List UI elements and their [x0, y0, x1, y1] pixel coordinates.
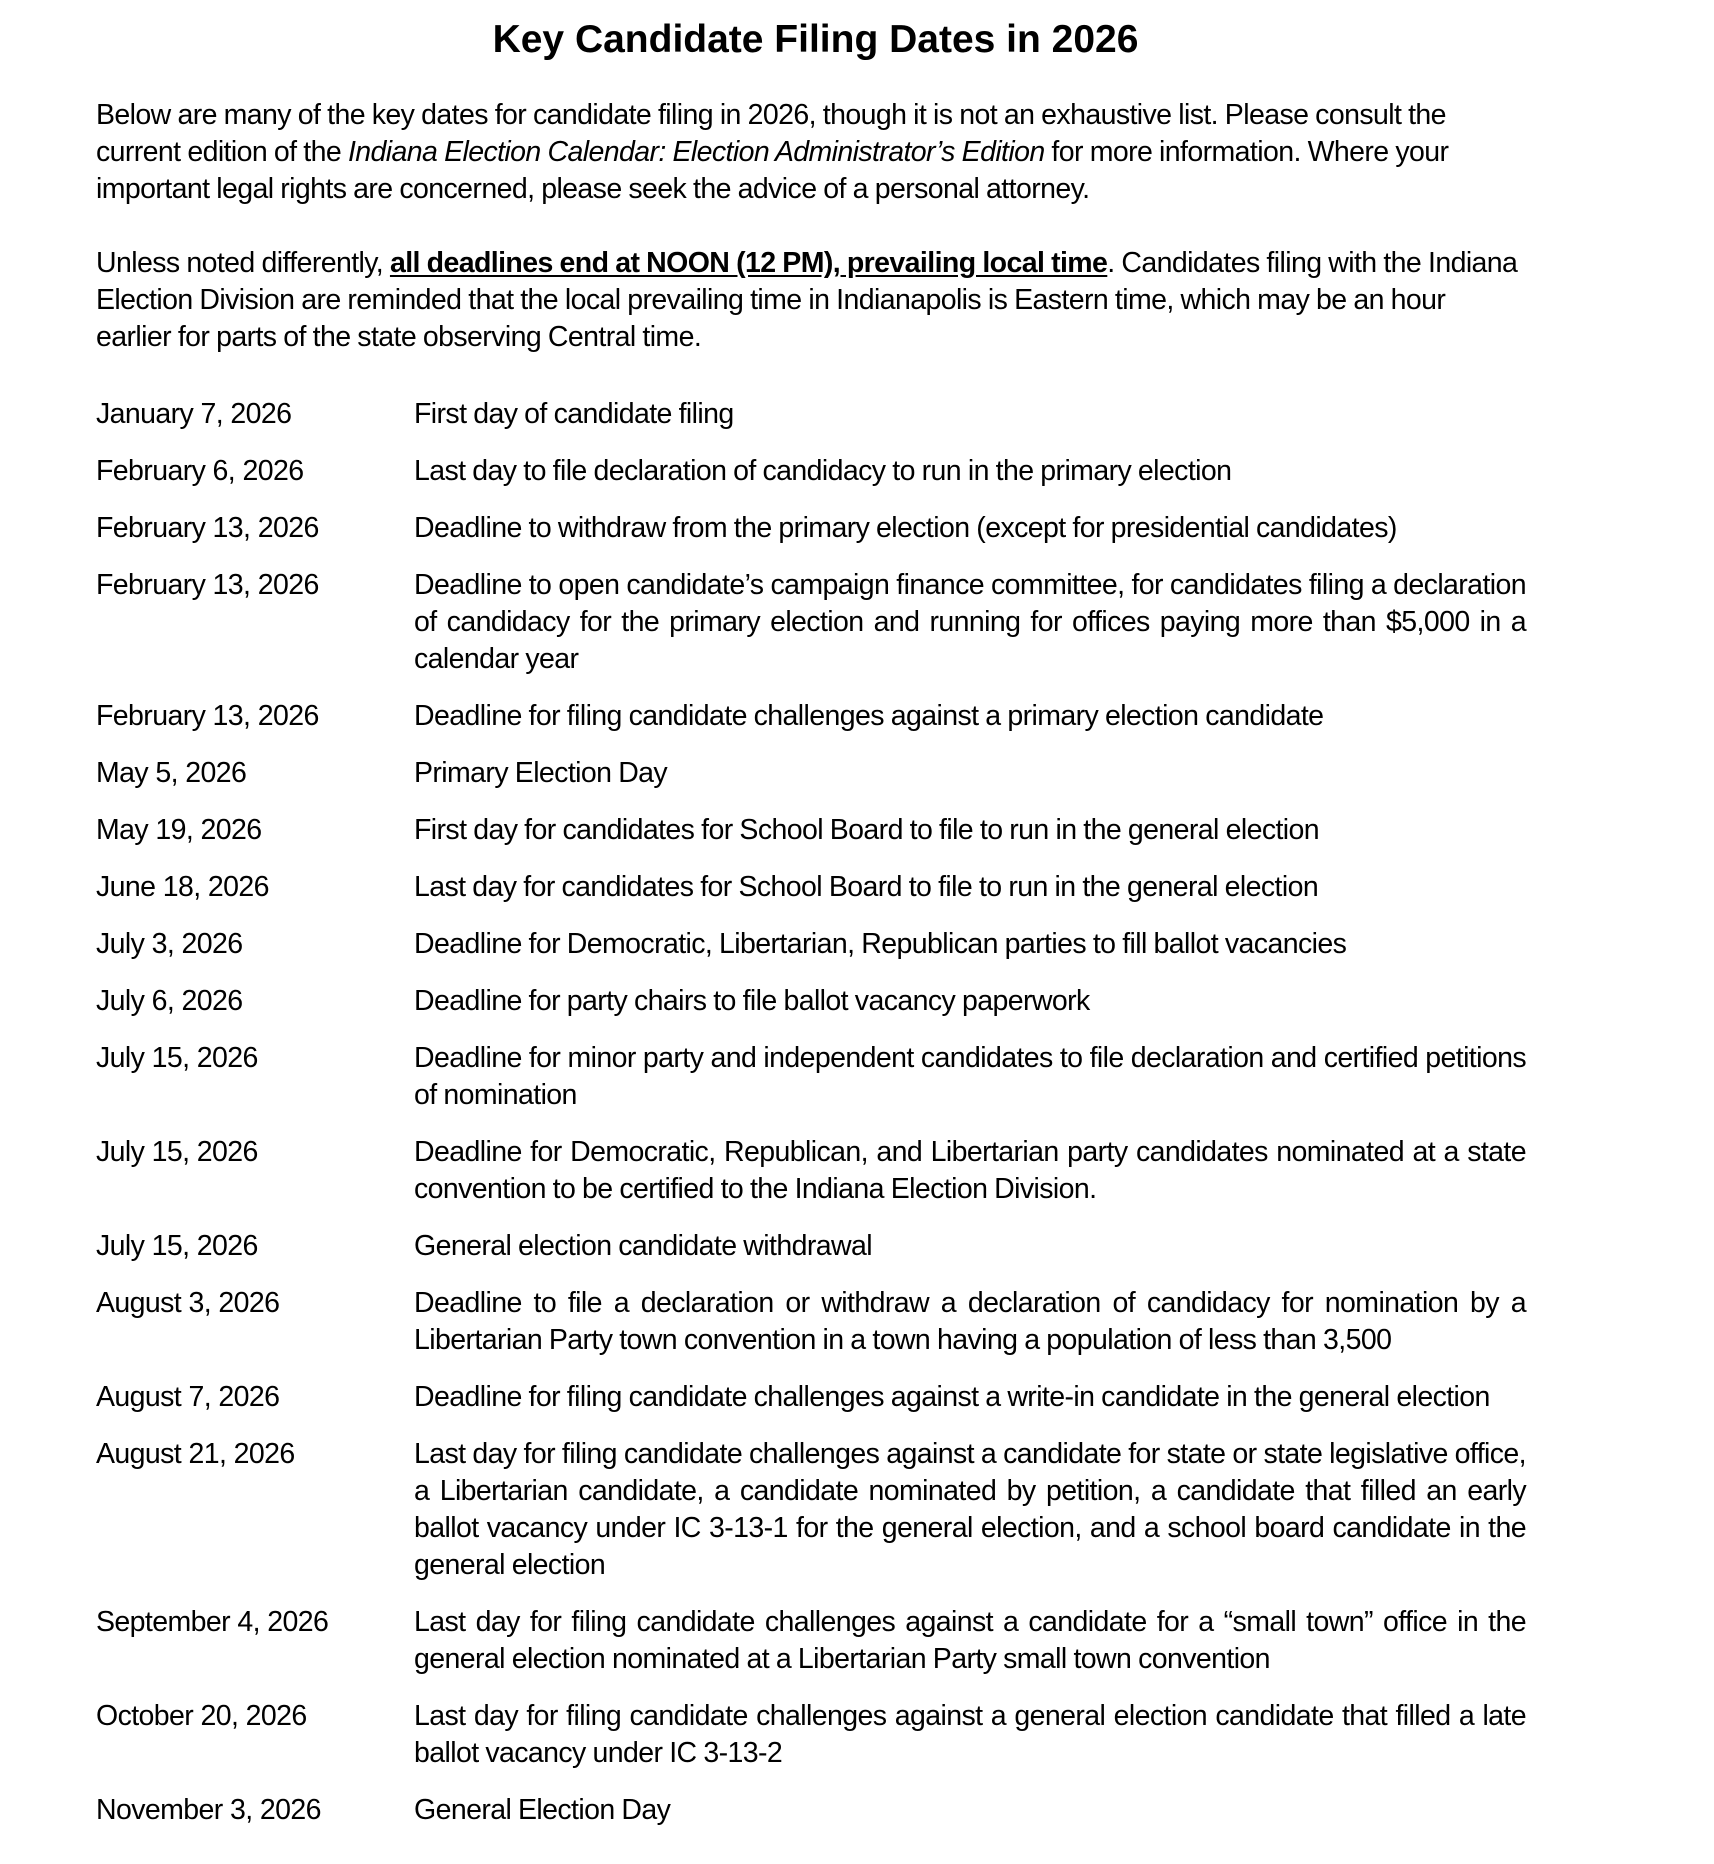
date-row: [96, 755, 1530, 792]
date-row: [96, 567, 1530, 678]
date-label: September 4, 2026: [96, 1606, 329, 1638]
date-description: Deadline for Democratic, Libertarian, Republican parties to fill ballot vacancies: [414, 928, 1347, 960]
deadline-emphasis: all deadlines end at NOON (12 PM), prevailing local time: [389, 247, 1108, 279]
date-row: [96, 1379, 1530, 1416]
intro-text-end: for more information. Where your important legal rights are concerned, please seek the advice of a personal attorney.: [96, 136, 1449, 205]
date-description: Deadline for filing candidate challenges against a primary election candidate: [414, 700, 1324, 732]
date-row: [96, 1436, 1530, 1584]
date-row: [96, 1604, 1530, 1678]
date-label: July 15, 2026: [96, 1136, 258, 1168]
date-row: [96, 1792, 1530, 1829]
date-description: Deadline to withdraw from the primary election (except for presidential candidates): [414, 512, 1397, 544]
date-row: [96, 396, 1530, 433]
date-row: [96, 1698, 1530, 1772]
date-label: July 3, 2026: [96, 928, 243, 960]
key-dates-list: [96, 396, 1530, 1829]
date-row: [96, 1134, 1530, 1208]
date-row: [96, 1040, 1530, 1114]
document-page: [96, 14, 1530, 1849]
date-description: Primary Election Day: [414, 757, 668, 789]
date-description: Deadline to open candidate’s campaign finance committee, for candidates filing a declaration of candidacy for the primary election and running for offices paying more than $5,000 in a calendar year: [414, 569, 1526, 675]
intro-text-start: Below are many of the key dates for candidate filing in 2026, though it is not an exhaustive list. Please consult the current edition of the: [96, 99, 1446, 168]
date-description: First day for candidates for School Board to file to run in the general election: [414, 814, 1320, 846]
date-description: General Election Day: [414, 1794, 671, 1826]
date-label: February 13, 2026: [96, 700, 319, 732]
deadline-note-paragraph: [96, 245, 1526, 356]
date-description: Deadline for filing candidate challenges against a write-in candidate in the general election: [414, 1381, 1490, 1413]
date-label: May 19, 2026: [96, 814, 262, 846]
date-label: June 18, 2026: [96, 871, 269, 903]
date-label: August 21, 2026: [96, 1438, 295, 1470]
date-row: [96, 1285, 1530, 1359]
date-label: January 7, 2026: [96, 398, 292, 430]
date-label: August 3, 2026: [96, 1287, 280, 1319]
date-row: [96, 869, 1530, 906]
date-row: [96, 1228, 1530, 1265]
date-label: November 3, 2026: [96, 1794, 321, 1826]
date-description: Last day for candidates for School Board to file to run in the general election: [414, 871, 1319, 903]
date-row: [96, 926, 1530, 963]
date-description: General election candidate withdrawal: [414, 1230, 872, 1262]
date-label: July 15, 2026: [96, 1042, 258, 1074]
date-label: July 6, 2026: [96, 985, 243, 1017]
date-description: Last day for filing candidate challenges against a candidate for state or state legislative office, a Libertarian candidate, a candidate nominated by petition, a candidate that filled an early ballot vacancy under IC 3-13-1 for the general election, and a school board candidate in the general election: [414, 1438, 1526, 1581]
date-row: [96, 983, 1530, 1020]
deadline-note-end: . Candidates filing with the Indiana Election Division are reminded that the local prevailing time in Indianapolis is Eastern time, which may be an hour earlier for parts of the state observing Central time.: [96, 247, 1518, 353]
date-label: February 13, 2026: [96, 569, 319, 601]
date-description: First day of candidate filing: [414, 398, 734, 430]
calendar-publication-title: Indiana Election Calendar: Election Administrator’s Edition: [347, 136, 1045, 168]
date-row: [96, 698, 1530, 735]
page-title: Key Candidate Filing Dates in 2026: [492, 18, 1139, 61]
date-description: Last day to file declaration of candidacy to run in the primary election: [414, 455, 1232, 487]
date-label: July 15, 2026: [96, 1230, 258, 1262]
date-description: Last day for filing candidate challenges against a general election candidate that filled a late ballot vacancy under IC 3-13-2: [414, 1700, 1526, 1769]
date-description: Deadline to file a declaration or withdraw a declaration of candidacy for nomination by a Libertarian Party town convention in a town having a population of less than 3,500: [414, 1287, 1526, 1356]
date-label: October 20, 2026: [96, 1700, 307, 1732]
date-label: February 6, 2026: [96, 455, 304, 487]
date-label: August 7, 2026: [96, 1381, 280, 1413]
date-description: Last day for filing candidate challenges against a candidate for a “small town” office in the general election nominated at a Libertarian Party small town convention: [414, 1606, 1526, 1675]
date-description: Deadline for minor party and independent candidates to file declaration and certified petitions of nomination: [414, 1042, 1526, 1111]
date-description: Deadline for Democratic, Republican, and Libertarian party candidates nominated at a state convention to be certified to the Indiana Election Division.: [414, 1136, 1526, 1205]
date-row: [96, 453, 1530, 490]
deadline-note-start: Unless noted differently,: [96, 247, 390, 279]
date-label: February 13, 2026: [96, 512, 319, 544]
date-description: Deadline for party chairs to file ballot vacancy paperwork: [414, 985, 1090, 1017]
date-label: May 5, 2026: [96, 757, 247, 789]
intro-paragraph: [96, 97, 1526, 208]
date-row: [96, 510, 1530, 547]
date-row: [96, 812, 1530, 849]
